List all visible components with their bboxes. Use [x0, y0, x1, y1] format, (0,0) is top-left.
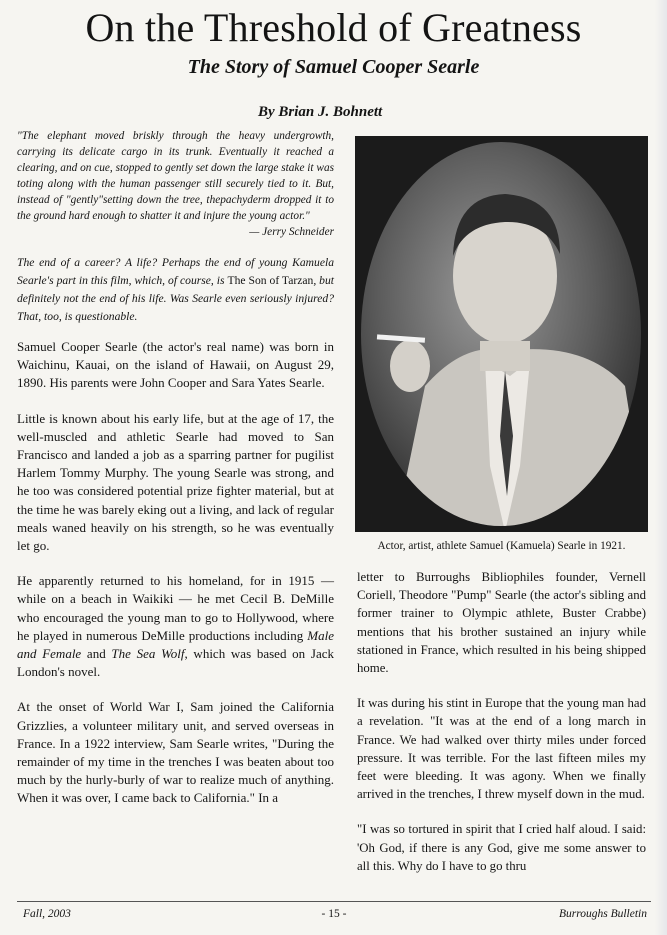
portrait-photo	[355, 136, 648, 532]
footer-publication: Burroughs Bulletin	[558, 908, 647, 920]
left-body	[17, 338, 334, 808]
epigraph-attribution: — Jerry Schneider	[249, 226, 334, 238]
page-number: - 15 -	[321, 908, 347, 920]
hollywood-and: and	[81, 646, 112, 662]
article-subtitle: The Story of Samuel Cooper Searle	[187, 56, 480, 78]
paragraph-hollywood	[17, 572, 334, 681]
left-column	[17, 128, 334, 825]
byline: By Brian J. Bohnett	[258, 104, 383, 120]
paragraph-war: At the onset of World War I, Sam joined the California Grizzlies, a volunteer military unit, and served overseas in France. In a 1922 interview, Sam Searle writes, "During the remainder of my time in the trenches I was beaten about too much by the hurly-burly of war to realize much of anything. When it was over, I came back to California." In a	[17, 699, 334, 806]
page-footer	[17, 901, 651, 926]
intro-text-1: The end of a career? A life? Perhaps the end of young Kamuela Searle's part in this film, which, of course, is	[17, 256, 334, 287]
page-edge-shadow	[655, 0, 667, 935]
portrait-image	[355, 136, 648, 532]
film-title-sea-wolf: The Sea Wolf	[111, 646, 185, 662]
right-body	[357, 568, 646, 875]
paragraph-revelation: It was during his stint in Europe that the young man had a revelation. "It was at the end of a long march in France. We had walked over thirty miles under forced pressure. It was terrible. For the last fifteen miles my feet were bleeding. It was agony. When we finally arrived in the trenches, I threw myself down in the mud.	[357, 696, 646, 802]
paragraph-early-life: Little is known about his early life, but at the age of 17, the well-muscled and athletic Searle had moved to San Francisco and landed a job as a sparring partner for pugilist Harlem Tommy Murphy. The young Searle was strong, and he too was considered potential prize fighter material, but at the time he was barely eking out a living, and lack of regular meals waned heavily on his strength, so he was eventually let go.	[17, 410, 334, 554]
intro-text-2: , but definitely not the end of his life. Was Searle even seriously injured? That, too, is questionable.	[17, 274, 334, 323]
footer-issue: Fall, 2003	[23, 908, 71, 920]
paragraph-birth: Samuel Cooper Searle (the actor's real name) was born in Waichinu, Kauai, on the island of Hawaii, on August 29, 1890. His parents were John Cooper and Sara Yates Searle.	[17, 339, 334, 391]
paragraph-letter: letter to Burroughs Bibliophiles founder, Vernell Coriell, Theodore "Pump" Searle (the actor's sibling and former trainer to Olympic athlete, Buster Crabbe) mentions that his brother sustained an injury while stationed in France, which resulted in his being shipped home.	[357, 570, 646, 676]
intro-paragraph	[17, 254, 334, 326]
right-column	[357, 568, 646, 892]
hollywood-text-1: He apparently returned to his homeland, for in 1915 — while on a beach in Waikiki — he met Cecil B. DeMille who encouraged the young man to go to Hollywood, where he played in numerous DeMille productions including	[17, 573, 334, 643]
article-title: On the Threshold of Greatness	[85, 5, 582, 50]
hollywood-text-2: , which was based on Jack London's novel.	[17, 646, 334, 680]
paragraph-prayer: "I was so tortured in spirit that I cried half aloud. I said: 'Oh God, if there is any God, give me some answer to all this. Why do I have to go thru	[357, 822, 646, 873]
film-title-son-of-tarzan: The Son of Tarzan	[227, 274, 314, 287]
photo-caption: Actor, artist, athlete Samuel (Kamuela) Searle in 1921.	[377, 540, 626, 552]
film-title-male-and-female: Male and Female	[17, 627, 334, 662]
epigraph-quote: "The elephant moved briskly through the heavy undergrowth, carrying its delicate cargo in its trunk. Eventually it reached a clearing, and on cue, stopped to gently set down the large stake it was toting along with the human passenger still securely tied to it. But, instead of "gently"setting down the tree, thepachyderm dropped it to the ground hard enough to shatter it and injure the young actor."	[17, 130, 334, 222]
